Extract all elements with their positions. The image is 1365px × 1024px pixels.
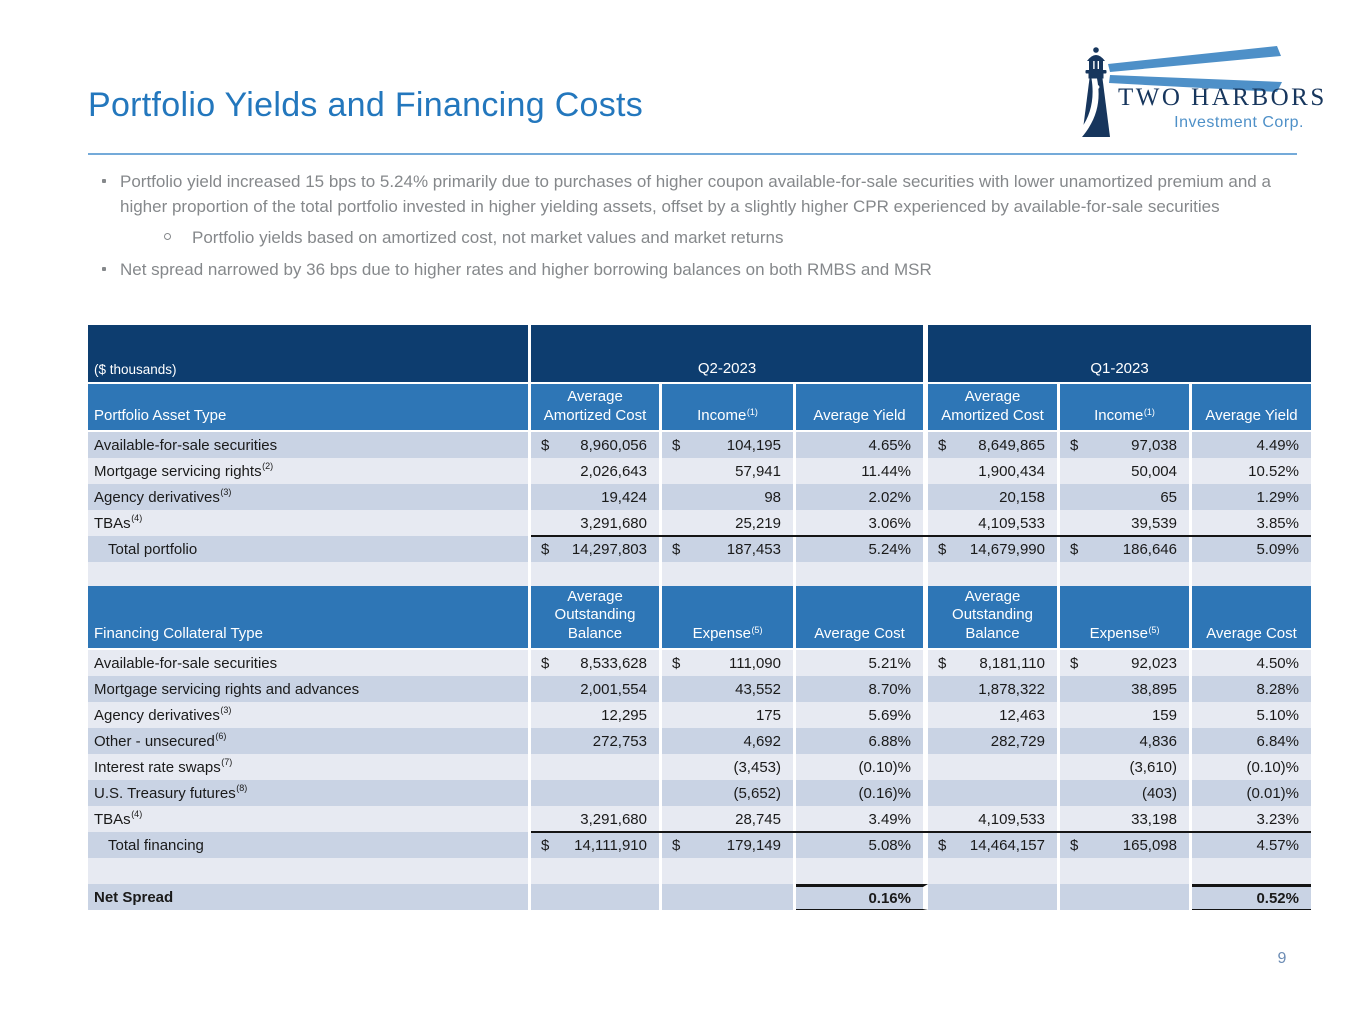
value-cell: $ 8,960,056 [531,432,662,458]
spacer-cell [662,858,796,884]
value-cell: 5.09% [1256,540,1299,558]
row-label: Other - unsecured $^{(6)}$ [88,728,531,754]
row-label: Mortgage servicing rights and advances [88,676,531,702]
bullet-text: Net spread narrowed by 36 bps due to higher rates and higher borrowing balances on both RMBS and MSR [120,260,932,279]
dollar-sign: $ [1070,540,1079,558]
spacer-row [88,562,1311,586]
period-header-q1: Q1-2023 [1090,360,1149,377]
row-label: TBAs $^{(4)}$ [88,510,531,536]
value-cell: 4,109,533 [928,806,1060,832]
spacer-cell [796,858,928,884]
value-cell: $ 8,649,865 [928,432,1060,458]
dollar-sign: $ [1070,436,1079,454]
empty-cell [1060,884,1192,910]
spacer-row [88,858,1311,884]
value-cell: 1.29% [1256,488,1299,506]
bullet-item [88,169,1283,219]
column-header: Expense$^{(5)}$ [1060,586,1192,648]
value-cell [531,754,662,780]
table-row [88,754,1311,780]
value-cell: (3,453) [662,754,796,780]
table-row [88,458,1311,484]
spacer-cell [1192,562,1311,586]
title-divider [88,153,1297,155]
value-cell: 4,692 [662,728,796,754]
row-label: Agency derivatives $^{(3)}$ [88,484,531,510]
bullet-list [88,169,1283,288]
period-header-q2: Q2-2023 [531,325,928,382]
empty-cell [662,884,796,910]
value-cell: 4,836 [1060,728,1192,754]
value-cell [928,754,1060,780]
value-cell: 3,291,680 [531,806,662,832]
value-cell: 28,745 [662,806,796,832]
bullet-text: Portfolio yields based on amortized cost, not market values and market returns [192,228,784,247]
value-cell: 175 [662,702,796,728]
table-row [88,806,1311,832]
spacer-cell [662,562,796,586]
value-cell: (0.01)% [1246,784,1299,802]
financing-header-row [88,586,1311,650]
value-cell: 3.85% [1256,514,1299,532]
spacer-cell [796,562,928,586]
value-cell: 12,463 [928,702,1060,728]
value-cell: $ 92,023 [1060,650,1192,676]
row-label: TBAs $^{(4)}$ [88,806,531,832]
net-spread-value: 0.52% [1192,884,1311,910]
value-cell: 5.10% [1256,706,1299,724]
value-cell: 25,219 [662,510,796,536]
dollar-sign: $ [938,836,947,854]
value-cell: 38,895 [1060,676,1192,702]
row-label: Total financing [88,832,531,858]
column-header: Average Amortized Cost [928,384,1060,430]
value-cell: 6.88% [796,728,928,754]
table-row [88,780,1311,806]
dollar-sign: $ [1070,836,1079,854]
dollar-sign: $ [938,654,947,672]
row-label: U.S. Treasury futures $^{(8)}$ [88,780,531,806]
column-header: Expense$^{(5)}$ [662,586,796,648]
dollar-sign: $ [938,436,947,454]
value-cell: (0.10)% [1246,758,1299,776]
value-cell: 11.44% [796,458,928,484]
value-cell: 4.50% [1256,654,1299,672]
value-cell: 19,424 [531,484,662,510]
spacer-cell [88,562,531,586]
column-header: Average Cost [1206,624,1297,642]
value-cell: 1,900,434 [928,458,1060,484]
table-row [88,728,1311,754]
table-row [88,484,1311,510]
spacer-cell [531,858,662,884]
spacer-cell [531,562,662,586]
value-cell: $ 14,464,157 [928,832,1060,858]
value-cell: $ 8,533,628 [531,650,662,676]
value-cell [531,780,662,806]
bullet-item [88,225,1283,250]
value-cell: 6.84% [1256,732,1299,750]
net-spread-row [88,884,1311,910]
value-cell: (5,652) [662,780,796,806]
dollar-sign: $ [672,540,681,558]
value-cell: 159 [1060,702,1192,728]
net-spread-value: 0.16% [796,884,928,910]
spacer-cell [88,858,531,884]
table-row [88,650,1311,676]
value-cell: 282,729 [928,728,1060,754]
value-cell: $ 8,181,110 [928,650,1060,676]
empty-cell [928,884,1060,910]
value-cell: 10.52% [1248,462,1299,480]
value-cell: $ 14,679,990 [928,536,1060,562]
value-cell: 2.02% [796,484,928,510]
value-cell: 43,552 [662,676,796,702]
bullet-text: Portfolio yield increased 15 bps to 5.24% primarily due to purchases of higher coupon available-for-sale securities with lower unamortized premium and a higher proportion of the total portfolio invested in higher yielding assets, offset by a slightly higher CPR experienced by available-for-sale securities [120,172,1271,216]
bullet-circle-marker [164,233,171,240]
value-cell: 5.24% [796,536,928,562]
dollar-sign: $ [938,540,947,558]
value-cell: (0.10)% [796,754,928,780]
value-cell: 1,878,322 [928,676,1060,702]
value-cell: 3.23% [1256,810,1299,828]
value-cell: 8.28% [1256,680,1299,698]
value-cell: $ 179,149 [662,832,796,858]
value-cell: 3.49% [796,806,928,832]
column-header: Average Outstanding Balance [531,586,662,648]
page-title: Portfolio Yields and Financing Costs [88,86,644,124]
page-number: 9 [1277,950,1287,967]
column-header: Average Outstanding Balance [928,586,1060,648]
column-header: Financing Collateral Type [88,586,531,648]
column-header: Average Amortized Cost [531,384,662,430]
bullet-dot-marker [102,179,106,183]
row-label: Interest rate swaps $^{(7)}$ [88,754,531,780]
value-cell [928,780,1060,806]
company-logo [1072,42,1327,146]
value-cell: 2,026,643 [531,458,662,484]
value-cell: $ 111,090 [662,650,796,676]
value-cell: 5.08% [796,832,928,858]
table-row [88,510,1311,536]
dollar-sign: $ [541,654,550,672]
value-cell: 3,291,680 [531,510,662,536]
value-cell: 5.21% [796,650,928,676]
value-cell: 20,158 [928,484,1060,510]
value-cell: 12,295 [531,702,662,728]
value-cell: (0.16)% [796,780,928,806]
value-cell: $ 187,453 [662,536,796,562]
dollar-sign: $ [541,436,550,454]
value-cell: 4.65% [796,432,928,458]
table-row [88,676,1311,702]
spacer-cell [928,858,1060,884]
portfolio-header-row [88,384,1311,432]
value-cell: 33,198 [1060,806,1192,832]
spacer-cell [1060,858,1192,884]
table-row [88,702,1311,728]
dollar-sign: $ [672,654,681,672]
portfolio-table-body [88,432,1311,562]
bullet-dot-marker [102,267,106,271]
value-cell: $ 14,111,910 [531,832,662,858]
table-period-header-row [88,325,1311,384]
value-cell: $ 186,646 [1060,536,1192,562]
value-cell: 57,941 [662,458,796,484]
dollar-sign: $ [1070,654,1079,672]
value-cell: 4,109,533 [928,510,1060,536]
logo-tagline: Investment Corp. [1174,114,1304,131]
column-header: Average Yield [1205,406,1298,424]
column-header: Average Yield [796,384,928,430]
units-label: ($ thousands) [88,325,531,382]
table-row [88,432,1311,458]
value-cell: 5.69% [796,702,928,728]
value-cell: 50,004 [1060,458,1192,484]
value-cell: 3.06% [796,510,928,536]
financials-table [88,325,1311,910]
dollar-sign: $ [672,436,681,454]
spacer-cell [1060,562,1192,586]
value-cell: 4.49% [1256,436,1299,454]
bullet-item [88,257,1283,282]
dollar-sign: $ [672,836,681,854]
column-header: Income$^{(1)}$ [1060,384,1192,430]
value-cell: (403) [1060,780,1192,806]
column-header: Portfolio Asset Type [88,384,531,430]
value-cell: 39,539 [1060,510,1192,536]
column-header: Income$^{(1)}$ [662,384,796,430]
value-cell: $ 165,098 [1060,832,1192,858]
row-label: Mortgage servicing rights $^{(2)}$ [88,458,531,484]
row-label: Available-for-sale securities [88,650,531,676]
net-spread-label: Net Spread [88,884,531,910]
value-cell: (3,610) [1060,754,1192,780]
logo-company-name: TWO HARBORS [1118,84,1327,111]
value-cell: $ 104,195 [662,432,796,458]
row-label: Total portfolio [88,536,531,562]
table-row [88,536,1311,562]
column-header: Average Cost [796,586,928,648]
value-cell: 272,753 [531,728,662,754]
spacer-cell [1192,858,1311,884]
table-row [88,832,1311,858]
value-cell: $ 14,297,803 [531,536,662,562]
empty-cell [531,884,662,910]
value-cell: 65 [1060,484,1192,510]
value-cell: 4.57% [1256,836,1299,854]
value-cell: 2,001,554 [531,676,662,702]
value-cell: 8.70% [796,676,928,702]
dollar-sign: $ [541,540,550,558]
financing-table-body [88,650,1311,858]
row-label: Available-for-sale securities [88,432,531,458]
dollar-sign: $ [541,836,550,854]
spacer-cell [928,562,1060,586]
row-label: Agency derivatives $^{(3)}$ [88,702,531,728]
value-cell: $ 97,038 [1060,432,1192,458]
value-cell: 98 [662,484,796,510]
